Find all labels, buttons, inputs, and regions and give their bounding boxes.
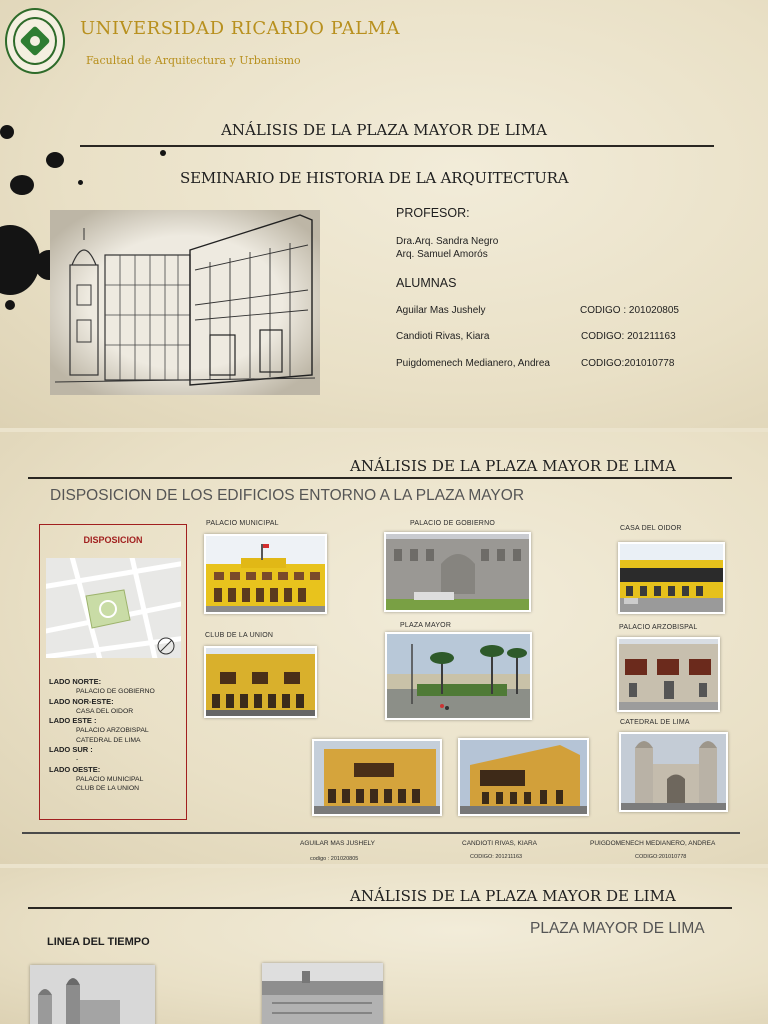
page-title: ANÁLISIS DE LA PLAZA MAYOR DE LIMA bbox=[350, 457, 676, 475]
sides-list bbox=[49, 677, 184, 794]
side-label: LADO OESTE: bbox=[49, 764, 101, 774]
university-logo bbox=[5, 8, 65, 74]
page-title: ANÁLISIS DE LA PLAZA MAYOR DE LIMA bbox=[221, 121, 547, 139]
footer-student-code: CODIGO:201010778 bbox=[635, 854, 687, 860]
side-item: CASA DEL OIDOR bbox=[76, 707, 134, 715]
palacio-gobierno-photo bbox=[384, 532, 531, 612]
side-label: LADO SUR : bbox=[49, 745, 93, 754]
photo-label: PALACIO MUNICIPAL bbox=[206, 520, 279, 527]
side-item: CATEDRAL DE LIMA bbox=[76, 736, 141, 744]
professor-name: Arq. Samuel Amorós bbox=[396, 249, 488, 260]
plaza-map bbox=[46, 558, 181, 658]
portal-photo-right bbox=[458, 738, 589, 816]
student-name: Candioti Rivas, Kiara bbox=[396, 331, 490, 342]
footer-student-code: codigo : 201020805 bbox=[310, 856, 359, 862]
footer-student-name: CANDIOTI RIVAS, KIARA bbox=[462, 840, 538, 847]
catedral-photo bbox=[619, 732, 728, 812]
ink-splatter bbox=[10, 175, 34, 195]
side-item: PALACIO MUNICIPAL bbox=[76, 775, 144, 783]
university-name: UNIVERSIDAD RICARDO PALMA bbox=[80, 18, 400, 39]
student-code: CODIGO:201010778 bbox=[581, 358, 675, 369]
disposicion-box bbox=[39, 524, 187, 820]
side-item: CLUB DE LA UNION bbox=[76, 785, 140, 792]
photo-label: PALACIO DE GOBIERNO bbox=[410, 520, 495, 527]
slide-cover bbox=[0, 0, 768, 428]
slide-timeline bbox=[0, 868, 768, 1024]
student-code: CODIGO : 201020805 bbox=[580, 305, 679, 316]
ink-splatter bbox=[160, 150, 166, 156]
footer-rule bbox=[22, 832, 740, 834]
title-rule bbox=[28, 477, 732, 479]
casa-oidor-photo bbox=[618, 542, 725, 614]
ink-splatter bbox=[46, 152, 64, 168]
section-subtitle: PLAZA MAYOR DE LIMA bbox=[530, 920, 705, 937]
page-title: ANÁLISIS DE LA PLAZA MAYOR DE LIMA bbox=[350, 887, 676, 905]
title-rule bbox=[28, 907, 732, 909]
student-name: Puigdomenech Medianero, Andrea bbox=[396, 358, 550, 369]
photo-label: CLUB DE LA UNION bbox=[205, 632, 274, 639]
disposicion-heading: DISPOSICION bbox=[83, 535, 143, 545]
photo-label: CATEDRAL DE LIMA bbox=[620, 719, 690, 726]
palacio-arzobispal-photo bbox=[617, 637, 720, 712]
student-name: Aguilar Mas Jushely bbox=[396, 305, 486, 316]
ink-splatter bbox=[0, 225, 40, 295]
side-item: - bbox=[76, 756, 79, 763]
side-item: PALACIO DE GOBIERNO bbox=[76, 688, 155, 695]
ink-splatter bbox=[5, 300, 15, 310]
footer-student-code: CODIGO: 201211163 bbox=[470, 854, 523, 860]
timeline-heading: LINEA DEL TIEMPO bbox=[47, 936, 150, 948]
building-sketch bbox=[50, 210, 320, 395]
plaza-mayor-photo bbox=[385, 632, 532, 720]
section-subtitle: DISPOSICION DE LOS EDIFICIOS ENTORNO A LA PLAZA MAYOR bbox=[50, 487, 525, 504]
photo-label: PLAZA MAYOR bbox=[400, 622, 452, 629]
seminar-subtitle: SEMINARIO DE HISTORIA DE LA ARQUITECTURA bbox=[180, 169, 569, 187]
side-label: LADO ESTE : bbox=[49, 716, 97, 725]
ink-splatter bbox=[78, 180, 83, 185]
side-label: LADO NORTE: bbox=[49, 677, 102, 686]
photo-label: CASA DEL OIDOR bbox=[620, 525, 682, 532]
historic-photo-plaza bbox=[262, 963, 383, 1024]
student-code: CODIGO: 201211163 bbox=[581, 331, 676, 342]
side-label: LADO NOR-ESTE: bbox=[49, 696, 114, 706]
footer-student-name: PUIGDOMENECH MEDIANERO, ANDREA bbox=[590, 840, 716, 847]
side-item: PALACIO ARZOBISPAL bbox=[76, 727, 149, 734]
faculty-name: Facultad de Arquitectura y Urbanismo bbox=[86, 54, 301, 67]
palacio-municipal-photo bbox=[204, 534, 327, 614]
footer-student-name: AGUILAR MAS JUSHELY bbox=[300, 840, 376, 847]
photo-label: PALACIO ARZOBISPAL bbox=[619, 624, 698, 631]
portal-photo-left bbox=[312, 739, 442, 816]
club-union-photo bbox=[204, 646, 317, 718]
title-rule bbox=[80, 145, 714, 147]
students-heading: ALUMNAS bbox=[396, 276, 457, 290]
historic-photo-cathedral bbox=[30, 965, 155, 1024]
slide-disposicion bbox=[0, 432, 768, 864]
professor-name: Dra.Arq. Sandra Negro bbox=[396, 236, 499, 247]
professor-heading: PROFESOR: bbox=[396, 206, 470, 220]
